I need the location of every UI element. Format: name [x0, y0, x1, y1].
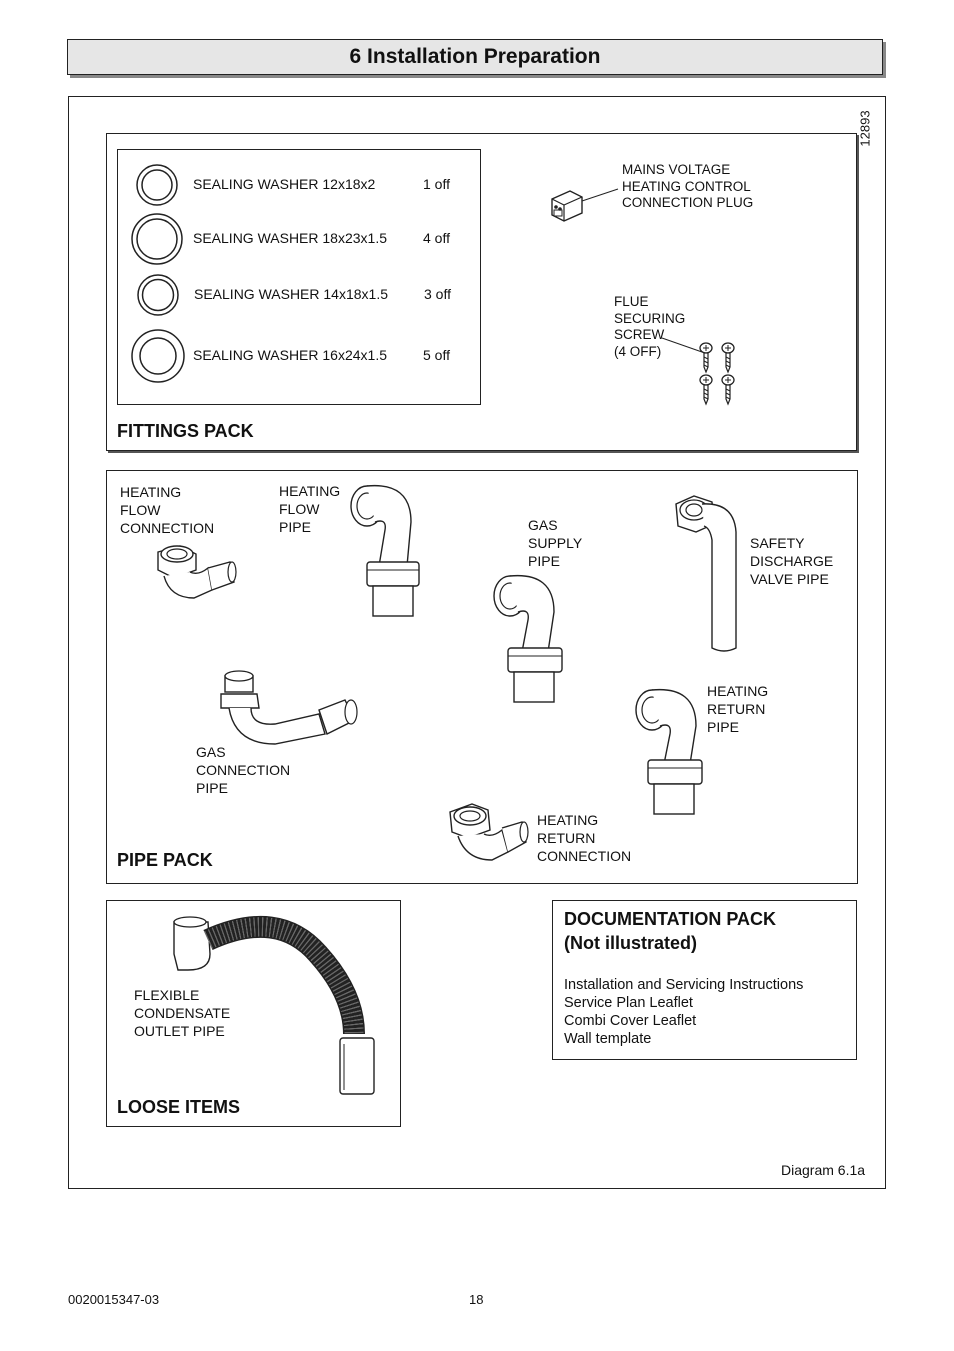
documentation-item: Installation and Servicing Instructions [564, 977, 804, 993]
washer-icon [135, 163, 179, 207]
washer-icon [130, 212, 184, 266]
page-title: 6 Installation Preparation [349, 45, 601, 68]
loose-items-title: LOOSE ITEMS [117, 1097, 241, 1117]
washer-icon [130, 328, 186, 384]
washer-label: SEALING WASHER 12x18x2 [193, 176, 376, 192]
safety-discharge-label: SAFETY DISCHARGE VALVE PIPE [750, 535, 834, 587]
pipe-pack-title: PIPE PACK [117, 850, 213, 870]
washer-qty: 3 off [424, 286, 451, 302]
washer-qty: 4 off [423, 230, 450, 246]
gas-connection-pipe-label: GAS CONNECTION PIPE [196, 744, 291, 796]
washer-icon [136, 273, 180, 317]
page-number: 18 [469, 1292, 484, 1307]
gas-supply-pipe-icon [488, 572, 568, 706]
heating-flow-pipe-label: HEATING FLOW PIPE [279, 483, 341, 535]
diagram-reference: 12893 [857, 110, 873, 147]
section-title-bar [67, 39, 883, 75]
screw-icon [720, 374, 736, 406]
documentation-item: Combi Cover Leaflet [564, 1013, 697, 1029]
heating-return-connection-label: HEATING RETURN CONNECTION [537, 812, 632, 864]
leader-line [580, 187, 620, 203]
screw-icon [698, 374, 714, 406]
documentation-item: Service Plan Leaflet [564, 995, 693, 1011]
documentation-item: Wall template [564, 1031, 652, 1047]
safety-discharge-pipe-icon [672, 492, 742, 656]
heating-flow-pipe-icon [345, 482, 425, 622]
washer-label: SEALING WASHER 16x24x1.5 [193, 347, 388, 363]
heating-return-connection-icon [446, 800, 536, 866]
washer-qty: 5 off [423, 347, 450, 363]
documentation-pack-title: DOCUMENTATION PACK (Not illustrated) [564, 909, 776, 953]
washer-label: SEALING WASHER 14x18x1.5 [194, 286, 389, 302]
condensate-pipe-label: FLEXIBLE CONDENSATE OUTLET PIPE [134, 987, 231, 1039]
plug-label: MAINS VOLTAGE HEATING CONTROL CONNECTION PLUG [622, 162, 754, 210]
gas-connection-pipe-icon [215, 668, 363, 750]
heating-flow-connection-label: HEATING FLOW CONNECTION [120, 484, 215, 536]
heating-flow-connection-icon [150, 540, 240, 610]
screw-label: FLUE SECURING SCREW (4 OFF) [614, 294, 686, 359]
washer-qty: 1 off [423, 176, 450, 192]
heating-return-pipe-label: HEATING RETURN PIPE [707, 683, 769, 735]
fittings-pack-title: FITTINGS PACK [117, 421, 254, 441]
heating-return-pipe-icon [630, 686, 710, 820]
document-number: 0020015347-03 [68, 1292, 160, 1307]
screw-icon [698, 342, 714, 374]
diagram-caption: Diagram 6.1a [781, 1162, 866, 1178]
washer-label: SEALING WASHER 18x23x1.5 [193, 230, 388, 246]
screw-icon [720, 342, 736, 374]
gas-supply-pipe-label: GAS SUPPLY PIPE [528, 517, 583, 569]
